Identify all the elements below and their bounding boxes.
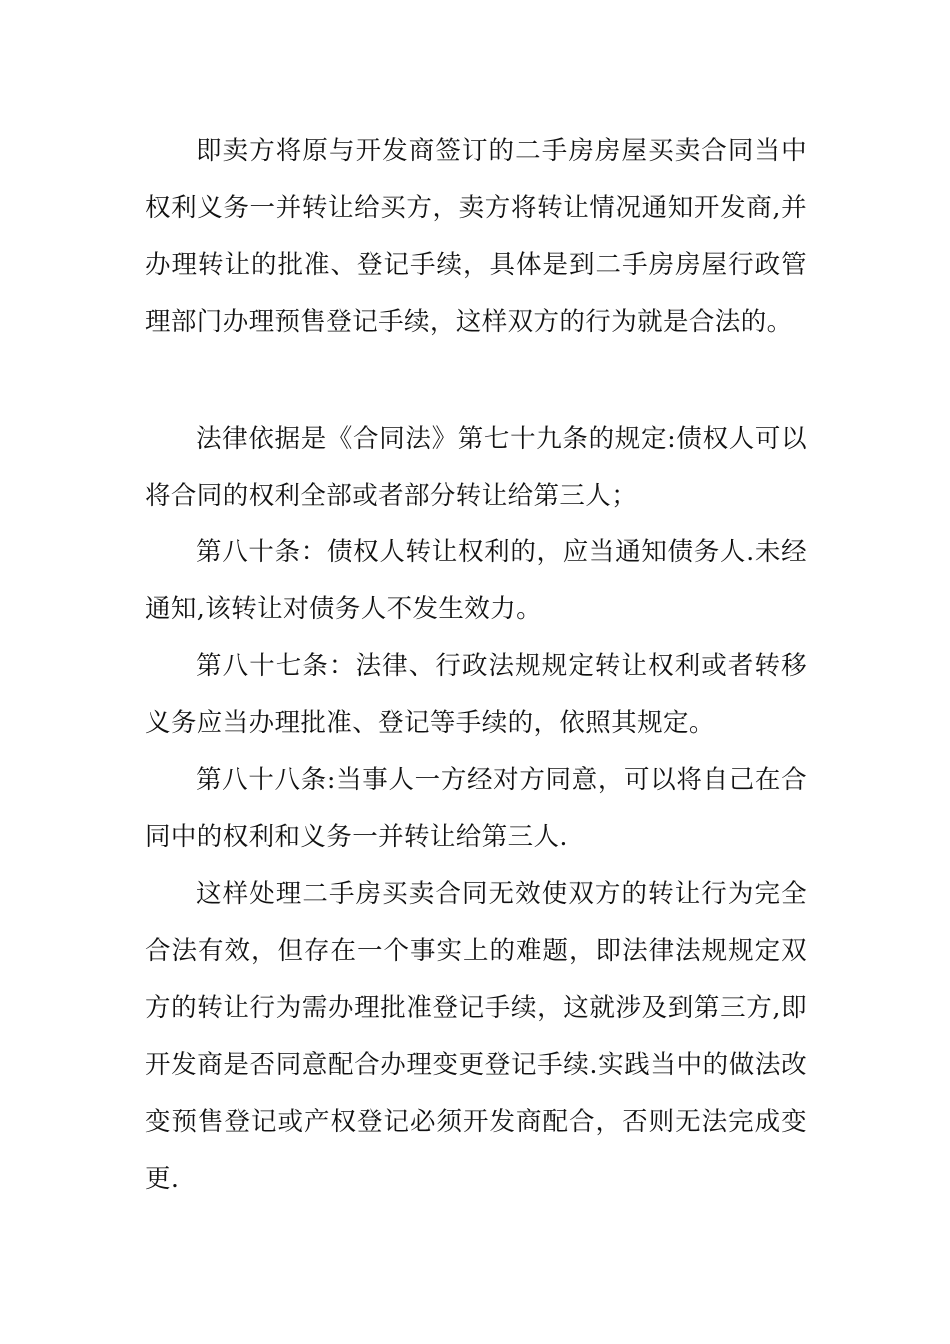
- paragraph-article-87: 第八十七条：法律、行政法规规定转让权利或者转移义务应当办理批准、登记等手续的，依照其规定。: [145, 651, 807, 738]
- paragraph-transfer-method: 即卖方将原与开发商签订的二手房房屋买卖合同当中权利义务一并转让给买方，卖方将转让情况通知开发商,并办理转让的批准、登记手续，具体是到二手房房屋行政管理部门办理预售登记手续，这样双方的行为就是合法的。: [145, 136, 807, 337]
- paragraph-practical-difficulty: 这样处理二手房买卖合同无效使双方的转让行为完全合法有效，但存在一个事实上的难题，即法律法规规定双方的转让行为需办理批准登记手续，这就涉及到第三方,即开发商是否同意配合办理变更登记手续.实践当中的做法改变预售登记或产权登记必须开发商配合，否则无法完成变更.: [145, 879, 807, 1194]
- paragraph-article-80: 第八十条：债权人转让权利的，应当通知债务人.未经通知,该转让对债务人不发生效力。: [145, 537, 807, 624]
- paragraph-legal-basis: 法律依据是《合同法》第七十九条的规定:债权人可以将合同的权利全部或者部分转让给第三人；: [145, 424, 807, 511]
- paragraph-article-88: 第八十八条:当事人一方经对方同意，可以将自己在合同中的权利和义务一并转让给第三人.: [145, 765, 807, 852]
